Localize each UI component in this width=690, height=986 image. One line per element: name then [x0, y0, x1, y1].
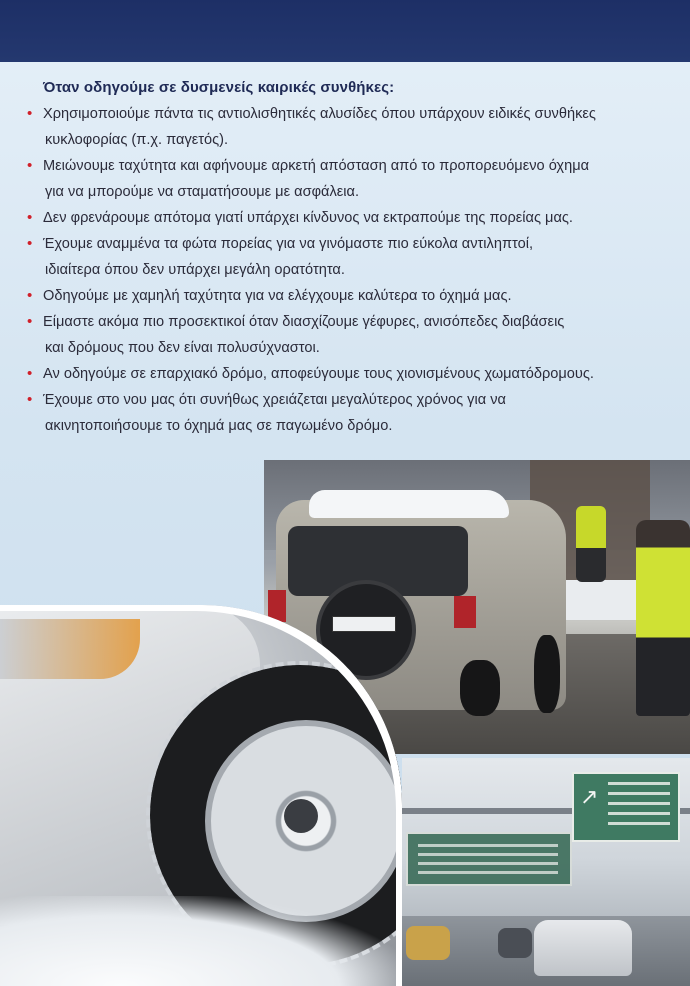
- traffic-officer-far: [576, 506, 606, 582]
- list-item: • Δεν φρενάρουμε απότομα γιατί υπάρχει κίνδυνος να εκτραπούμε της πορείας μας.: [0, 205, 690, 231]
- car-dark: [498, 928, 532, 958]
- highway-sign-lower: [406, 832, 572, 886]
- intro-heading: Όταν οδηγούμε σε δυσμενείς καιρικές συνθήκες:: [43, 79, 395, 96]
- suv-rear-wheel: [460, 660, 500, 716]
- list-item: • Έχουμε αναμμένα τα φώτα πορείας για να γινόμαστε πιο εύκολα αντιληπτοί, ιδιαίτερα όπου δεν υπάρχει μεγάλη ορατότητα.: [0, 231, 690, 283]
- photo-wheel-with-snow-chain: [0, 605, 402, 986]
- list-item: • Μειώνουμε ταχύτητα και αφήνουμε αρκετή απόσταση από το προπορευόμενο όχημα για να μπορούμε να σταματήσουμε με ασφάλεια.: [0, 153, 690, 205]
- sign-text-lines: [608, 782, 670, 830]
- bullet-icon: •: [27, 235, 33, 252]
- bullet-icon: •: [27, 313, 33, 330]
- list-item: • Αν οδηγούμε σε επαρχιακό δρόμο, αποφεύγουμε τους χιονισμένους χωματόδρομους.: [0, 361, 690, 387]
- list-item: • Χρησιμοποιούμε πάντα τις αντιολισθητικές αλυσίδες όπου υπάρχουν ειδικές συνθήκες κυκλοφορίας (π.χ. παγετός).: [0, 101, 690, 153]
- car-yellow: [406, 926, 450, 960]
- list-item: • Είμαστε ακόμα πιο προσεκτικοί όταν διασχίζουμε γέφυρες, ανισόπεδες διαβάσεις και δρόμους που δεν είναι πολυσύχναστοι.: [0, 309, 690, 361]
- suv-tail-light-right: [454, 596, 476, 628]
- suv-roof-snow: [309, 490, 509, 518]
- tips-list: [0, 101, 690, 439]
- photo-snowy-highway: [402, 758, 690, 986]
- bullet-icon: •: [27, 391, 33, 408]
- bullet-icon: •: [27, 209, 33, 226]
- suv-side-wheel: [534, 635, 560, 713]
- list-item: • Οδηγούμε με χαμηλή ταχύτητα για να ελέγχουμε καλύτερα το όχημά μας.: [0, 283, 690, 309]
- arrow-up-right-icon: ↗: [580, 784, 599, 809]
- photo-frame-edge: [0, 605, 402, 986]
- list-item: • Έχουμε στο νου μας ότι συνήθως χρειάζεται μεγαλύτερος χρόνος για να ακινητοποιήσουμε το όχημά μας σε παγωμένο δρόμο.: [0, 387, 690, 439]
- bullet-icon: •: [27, 105, 33, 122]
- header-band: [0, 0, 690, 62]
- sign-text-lines: [418, 844, 558, 874]
- bullet-icon: •: [27, 365, 33, 382]
- highway-sign-upper: [572, 772, 680, 842]
- bullet-icon: •: [27, 157, 33, 174]
- bullet-icon: •: [27, 287, 33, 304]
- car-white: [534, 920, 632, 976]
- traffic-officer-near: [636, 520, 690, 716]
